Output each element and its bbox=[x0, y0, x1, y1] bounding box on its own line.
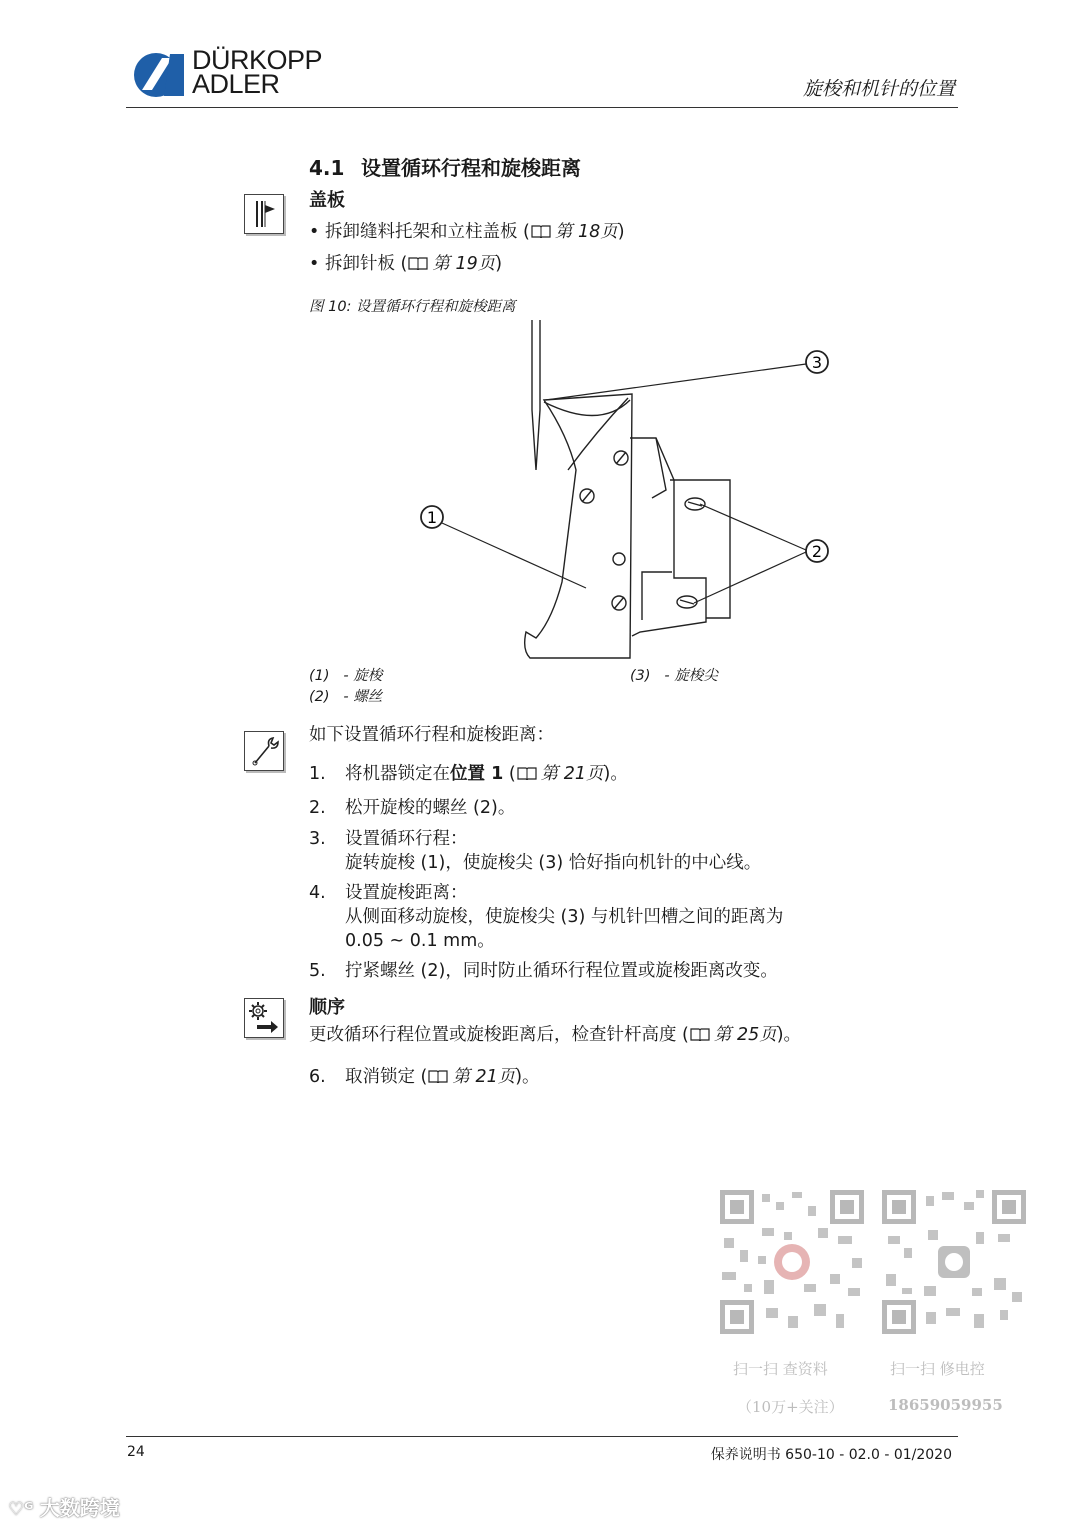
callout-3 bbox=[806, 351, 828, 373]
qr-caption: （10万+关注） bbox=[737, 1398, 844, 1416]
section-number: 4.1 bbox=[309, 156, 345, 180]
book-icon bbox=[408, 256, 428, 270]
gear-arrow-icon bbox=[244, 998, 284, 1038]
page-ref-link[interactable]: 第 21页 bbox=[452, 1067, 516, 1087]
callout-2 bbox=[806, 540, 828, 562]
book-icon bbox=[690, 1027, 710, 1041]
callout-1 bbox=[421, 506, 443, 528]
document-id: 保养说明书 650-10 - 02.0 - 01/2020 bbox=[710, 1447, 952, 1463]
page-ref-link[interactable]: 第 19页 bbox=[432, 254, 496, 274]
chapter-title: 旋梭和机针的位置 bbox=[802, 78, 955, 100]
section-title: 设置循环行程和旋梭距离 bbox=[361, 156, 581, 180]
section-heading bbox=[309, 152, 581, 181]
cover-plate-icon bbox=[244, 194, 284, 234]
list-item: • 拆卸缝料托架和立柱盖板 ( 第 18页) bbox=[309, 222, 625, 242]
brand-name: DÜRKOPP ADLER bbox=[192, 45, 323, 99]
header-divider bbox=[126, 107, 958, 108]
svg-text:2: 2 bbox=[811, 542, 823, 561]
page-number: 24 bbox=[127, 1444, 145, 1460]
step-1: 1. 将机器锁定在位置 1 ( 第 21页)。 bbox=[309, 764, 628, 784]
book-icon bbox=[517, 766, 537, 780]
qr-code-icon[interactable] bbox=[880, 1188, 1028, 1336]
page-ref-link[interactable]: 第 18页 bbox=[554, 222, 618, 242]
weibo-icon: ♡ᴳ bbox=[8, 1499, 40, 1520]
procedure-intro: 如下设置循环行程和旋梭距离： bbox=[309, 725, 554, 745]
wrench-icon bbox=[244, 731, 284, 771]
qr-caption: 扫一扫 修电控 bbox=[890, 1360, 985, 1378]
step-5: 5. 拧紧螺丝 (2)，同时防止循环行程位置或旋梭距离改变。 bbox=[309, 961, 778, 981]
step-4: 4. 设置旋梭距离： 从侧面移动旋梭，使旋梭尖 (3) 与机针凹槽之间的距离为 0.05 ~ 0.1 mm。 bbox=[309, 883, 784, 951]
watermark: ♡ᴳ 大数跨境 bbox=[8, 1496, 120, 1520]
step-2: 2. 松开旋梭的螺丝 (2)。 bbox=[309, 798, 516, 818]
page-ref-link[interactable]: 第 25页 bbox=[713, 1025, 777, 1045]
qr-caption: 扫一扫 查资料 bbox=[733, 1360, 828, 1378]
sequence-heading: 顺序 bbox=[309, 997, 345, 1018]
legend-item: (3) - 旋梭尖 bbox=[630, 668, 718, 684]
book-icon bbox=[531, 224, 551, 238]
list-item: • 拆卸针板 ( 第 19页) bbox=[309, 254, 503, 274]
svg-text:1: 1 bbox=[426, 508, 438, 527]
figure-caption: 图 10: 设置循环行程和旋梭距离 bbox=[309, 299, 516, 315]
step-6: 6. 取消锁定 ( 第 21页)。 bbox=[309, 1067, 540, 1087]
step-3: 3. 设置循环行程： 旋转旋梭 (1)，使旋梭尖 (3) 恰好指向机针的中心线。 bbox=[309, 829, 762, 873]
legend-item: (1) - 旋梭 bbox=[309, 668, 383, 684]
sequence-text: 更改循环行程位置或旋梭距离后，检查针杆高度 ( 第 25页)。 bbox=[309, 1025, 802, 1045]
legend-item: (2) - 螺丝 bbox=[309, 689, 383, 705]
qr-caption: 18659059955 bbox=[888, 1396, 1003, 1414]
page-ref-link[interactable]: 第 21页 bbox=[540, 764, 604, 784]
book-icon bbox=[428, 1069, 448, 1083]
footer-divider bbox=[126, 1436, 958, 1437]
hook-diagram bbox=[300, 320, 860, 670]
cover-heading: 盖板 bbox=[309, 190, 345, 211]
qr-code-icon[interactable] bbox=[718, 1188, 866, 1336]
svg-text:3: 3 bbox=[811, 353, 823, 372]
